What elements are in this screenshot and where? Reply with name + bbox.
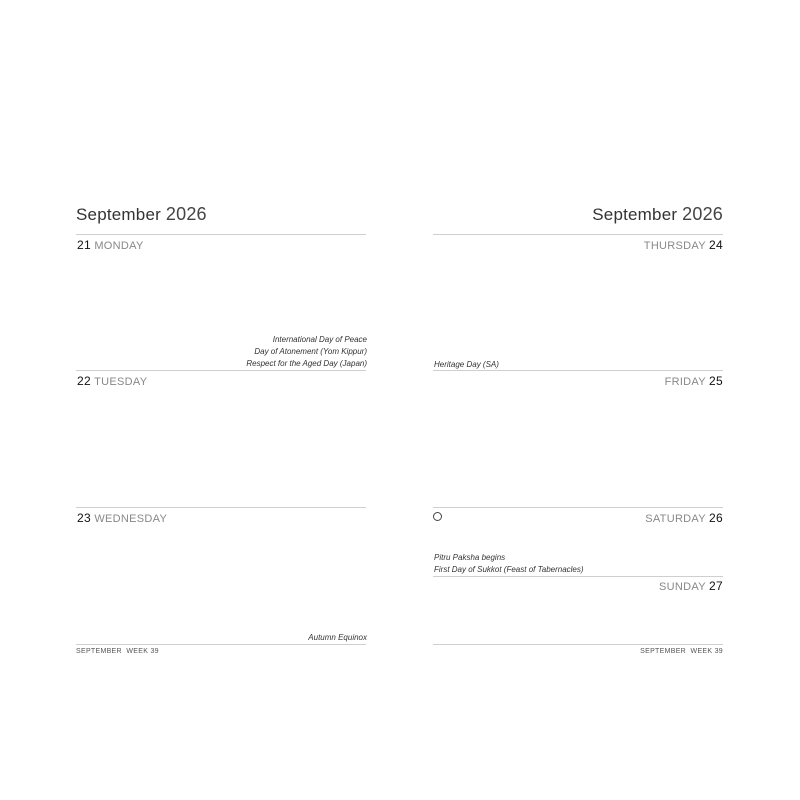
event-item: International Day of Peace: [272, 335, 367, 344]
day-heading-thursday: [644, 238, 723, 252]
day-number: 26: [709, 511, 723, 525]
left-month-year: 2026: [165, 204, 207, 224]
day-heading-wednesday: [77, 511, 167, 525]
day-name: FRIDAY: [664, 376, 706, 388]
day-number: 21: [77, 238, 91, 252]
right-month-title: [592, 204, 723, 225]
left-month-name: September: [76, 205, 161, 224]
footer-week-number: 39: [714, 648, 723, 655]
day-name: WEDNESDAY: [94, 513, 168, 525]
left-month-title: [76, 204, 207, 225]
day-number: 27: [709, 579, 723, 593]
day-rule: [76, 644, 366, 645]
left-footer: [76, 648, 159, 655]
right-header-rule: [433, 234, 723, 235]
footer-week-label: WEEK: [126, 648, 149, 655]
footer-month: SEPTEMBER: [76, 648, 122, 655]
day-name: MONDAY: [94, 240, 144, 252]
day-heading-sunday: [659, 579, 723, 593]
day-heading-tuesday: [77, 374, 147, 388]
footer-week-number: 39: [150, 648, 159, 655]
footer-month: SEPTEMBER: [640, 648, 687, 655]
day-number: 22: [77, 374, 91, 388]
day-rule: [76, 370, 366, 371]
event-item: Heritage Day (SA): [434, 360, 499, 369]
day-number: 25: [709, 374, 723, 388]
footer-week-label: WEEK: [690, 648, 713, 655]
right-month-name: September: [592, 205, 678, 224]
day-number: 24: [709, 238, 723, 252]
day-rule: [433, 507, 723, 508]
right-footer: [640, 648, 723, 655]
saturday-events: [434, 552, 584, 576]
event-item: Autumn Equinox: [308, 633, 367, 642]
day-rule: [433, 644, 723, 645]
event-item: Day of Atonement (Yom Kippur): [254, 347, 367, 356]
day-heading-friday: [665, 374, 723, 388]
day-name: SATURDAY: [645, 513, 706, 525]
day-number: 23: [77, 511, 91, 525]
left-header-rule: [76, 234, 366, 235]
day-rule: [433, 576, 723, 577]
day-heading-saturday: [645, 511, 723, 525]
event-item: Pitru Paksha begins: [434, 553, 506, 562]
day-name: THURSDAY: [643, 240, 706, 252]
event-item: Respect for the Aged Day (Japan): [246, 359, 367, 368]
day-name: TUESDAY: [94, 376, 148, 388]
full-moon-icon: [433, 512, 442, 521]
right-month-year: 2026: [682, 204, 723, 224]
day-rule: [76, 507, 366, 508]
wednesday-events: [308, 632, 367, 644]
monday-events: [246, 334, 367, 370]
event-item: First Day of Sukkot (Feast of Tabernacles): [434, 565, 584, 574]
day-heading-monday: [77, 238, 144, 252]
day-rule: [433, 370, 723, 371]
day-name: SUNDAY: [659, 581, 706, 593]
